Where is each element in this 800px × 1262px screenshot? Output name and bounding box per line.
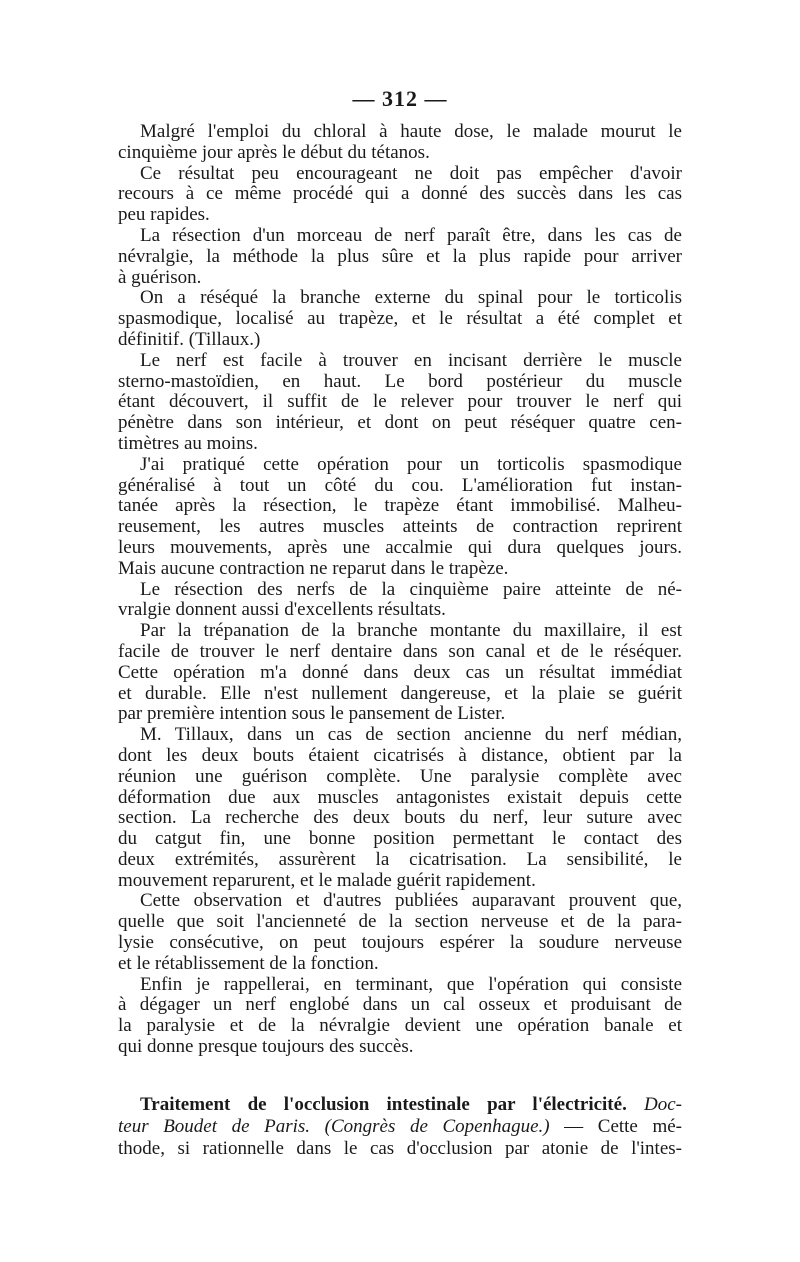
- text-line: qui donne presque toujours des succès.: [118, 1037, 414, 1058]
- text-line: reusement, les autres muscles atteints de contraction reprirent: [118, 517, 682, 538]
- body-text: [118, 122, 682, 1058]
- text-line: Mais aucune contraction ne reparut dans le trapèze.: [118, 558, 509, 579]
- author-name: teur Boudet de Paris.: [118, 1116, 311, 1137]
- text-line: M. Tillaux, dans un cas de section ancienne du nerf médian,: [140, 725, 682, 746]
- text-line: Par la trépanation de la branche montante du maxillaire, il est: [140, 621, 682, 642]
- text-line: mouvement reparurent, et le malade guérit rapidement.: [118, 870, 536, 891]
- heading-line: [118, 1094, 682, 1116]
- text-line: deux extrémités, assurèrent la cicatrisation. La sensibilité, le: [118, 849, 682, 870]
- text-line: Le nerf est facile à trouver en incisant derrière le muscle: [140, 350, 682, 371]
- text-line: section. La recherche des deux bouts du nerf, leur suture avec: [118, 808, 682, 829]
- heading-line: [118, 1116, 682, 1138]
- text-line: du catgut fin, une bonne position permettant le contact des: [118, 829, 682, 850]
- heading-line: thode, si rationnelle dans le cas d'occlusion par atonie de l'intes-: [118, 1138, 682, 1159]
- text-line: leurs mouvements, après une accalmie qui dura quelques jours.: [118, 537, 682, 558]
- page-number: — 312 —: [352, 86, 448, 111]
- text-line: à dégager un nerf englobé dans un cal osseux et produisant de: [118, 995, 682, 1016]
- section-heading-paragraph: [118, 1094, 682, 1160]
- text-line: déformation due aux muscles antagonistes existait depuis cette: [118, 787, 682, 808]
- text-line: recours à ce même procédé qui a donné des succès dans les cas: [118, 184, 682, 205]
- text-line: lysie consécutive, on peut toujours espérer la soudure nerveuse: [118, 933, 682, 954]
- text-line: tanée après la résection, le trapèze étant immobilisé. Malheu-: [118, 496, 682, 517]
- text-line: J'ai pratiqué cette opération pour un torticolis spasmodique: [140, 454, 682, 475]
- text-line: et le rétablissement de la fonction.: [118, 953, 379, 974]
- text-line: vralgie donnent aussi d'excellents résultats.: [118, 600, 446, 621]
- text-line: peu rapides.: [118, 205, 210, 226]
- text-line: Malgré l'emploi du chloral à haute dose, le malade mourut le: [140, 122, 682, 142]
- text-line: Cette observation et d'autres publiées auparavant prouvent que,: [140, 891, 682, 912]
- text-line: Le résection des nerfs de la cinquième paire atteinte de né-: [140, 579, 682, 600]
- text-line: timètres au moins.: [118, 433, 258, 454]
- text-line: par première intention sous le pansement de Lister.: [118, 704, 506, 725]
- text-line: quelle que soit l'ancienneté de la section nerveuse et de la para-: [118, 912, 682, 933]
- text-line: La résection d'un morceau de nerf paraît être, dans les cas de: [140, 225, 682, 246]
- text-line: On a réséqué la branche externe du spinal pour le torticolis: [140, 288, 682, 309]
- text-line: Enfin je rappellerai, en terminant, que l'opération qui consiste: [140, 974, 682, 995]
- text-line: pénètre dans son intérieur, et dont on peut réséquer quatre cen-: [118, 413, 682, 434]
- text-line: Cette opération m'a donné dans deux cas un résultat immédiat: [118, 662, 682, 683]
- congress-reference: (Congrès de Copenhague.): [310, 1116, 550, 1137]
- text-line: à guérison.: [118, 267, 202, 288]
- text-line: névralgie, la méthode la plus sûre et la plus rapide pour arriver: [118, 246, 682, 267]
- text-line: cinquième jour après le début du tétanos.: [118, 142, 430, 163]
- text-line: sterno-mastoïdien, en haut. Le bord postérieur du muscle: [118, 371, 682, 392]
- paragraph-start: — Cette mé-: [549, 1116, 682, 1137]
- text-line: et durable. Elle n'est nullement dangereuse, et la plaie se guérit: [118, 683, 682, 704]
- section-title: Traitement de l'occlusion intestinale par l'électricité.: [140, 1094, 627, 1115]
- text-line: généralisé à tout un côté du cou. L'amélioration fut instan-: [118, 475, 682, 496]
- text-line: Ce résultat peu encourageant ne doit pas empêcher d'avoir: [140, 163, 682, 184]
- text-line: la paralysie et de la névralgie devient une opération banale et: [118, 1016, 682, 1037]
- author-fragment: Doc-: [626, 1094, 682, 1115]
- text-line: dont les deux bouts étaient cicatrisés à distance, obtient par la: [118, 745, 682, 766]
- text-line: définitif. (Tillaux.): [118, 329, 261, 350]
- text-line: spasmodique, localisé au trapèze, et le résultat a été complet et: [118, 309, 682, 330]
- text-line: facile de trouver le nerf dentaire dans son canal et de le réséquer.: [118, 641, 682, 662]
- text-line: étant découvert, il suffit de le relever pour trouver le nerf qui: [118, 392, 682, 413]
- text-line: réunion une guérison complète. Une paralysie complète avec: [118, 766, 682, 787]
